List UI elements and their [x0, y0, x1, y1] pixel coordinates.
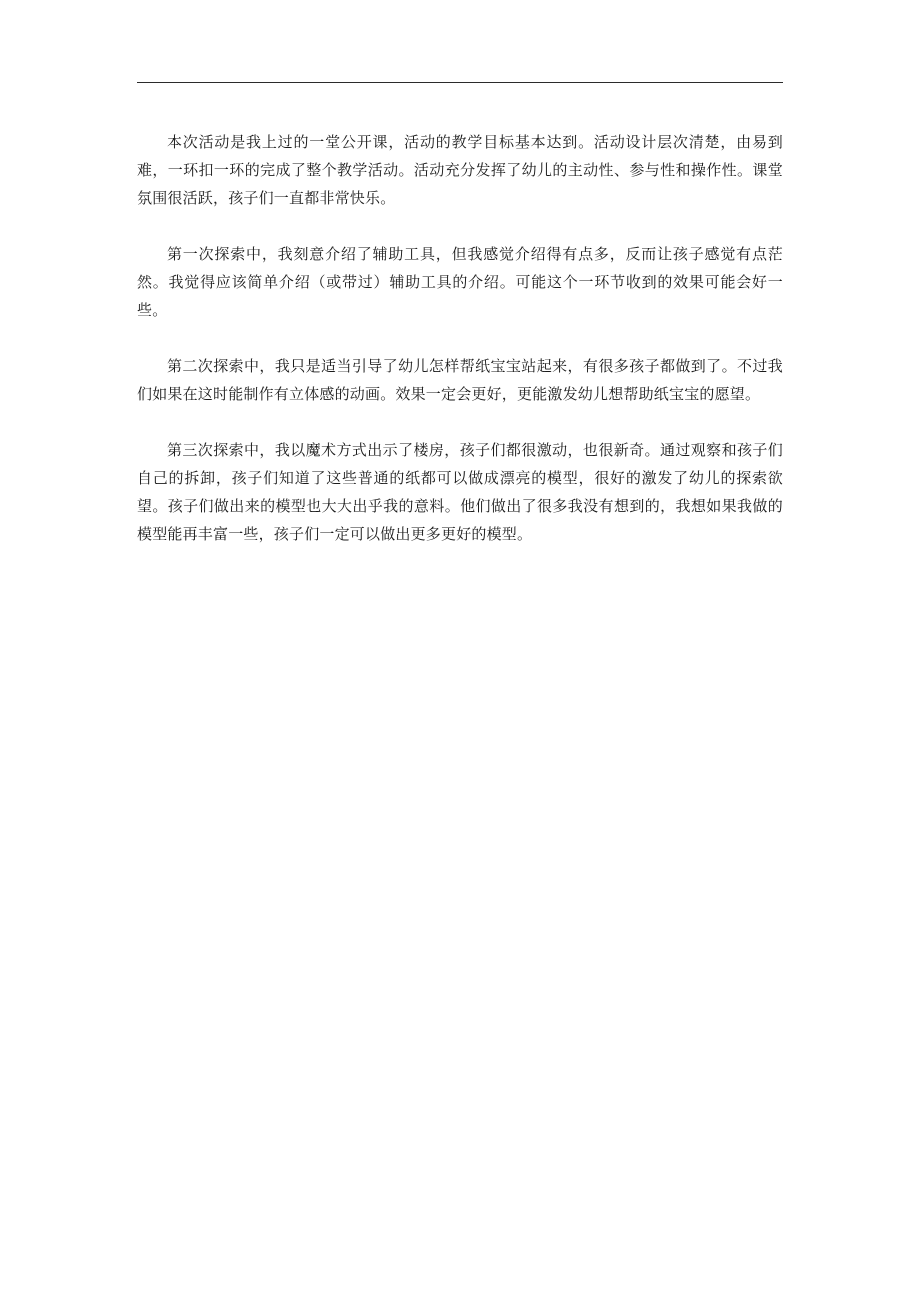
- paragraph-second-exploration: 第二次探索中，我只是适当引导了幼儿怎样帮纸宝宝站起来，有很多孩子都做到了。不过我们如果在这时能制作有立体感的动画。效果一定会更好，更能激发幼儿想帮助纸宝宝的愿望。: [137, 357, 783, 403]
- paragraph-third-exploration: 第三次探索中，我以魔术方式出示了楼房，孩子们都很激动，也很新奇。通过观察和孩子们自己的拆卸，孩子们知道了这些普通的纸都可以做成漂亮的模型，很好的激发了幼儿的探索欲望。孩子们做出来的模型也大大出乎我的意料。他们做出了很多我没有想到的，我想如果我做的模型能再丰富一些，孩子们一定可以做出更多更好的模型。: [137, 441, 783, 543]
- header-divider: [137, 82, 783, 83]
- paragraph-summary: 本次活动是我上过的一堂公开课，活动的教学目标基本达到。活动设计层次清楚，由易到难，一环扣一环的完成了整个教学活动。活动充分发挥了幼儿的主动性、参与性和操作性。课堂氛围很活跃，孩子们一直都非常快乐。: [137, 133, 783, 207]
- document-body: [137, 128, 783, 576]
- paragraph-first-exploration: 第一次探索中，我刻意介绍了辅助工具，但我感觉介绍得有点多，反而让孩子感觉有点茫然。我觉得应该简单介绍（或带过）辅助工具的介绍。可能这个一环节收到的效果可能会好一些。: [137, 245, 783, 319]
